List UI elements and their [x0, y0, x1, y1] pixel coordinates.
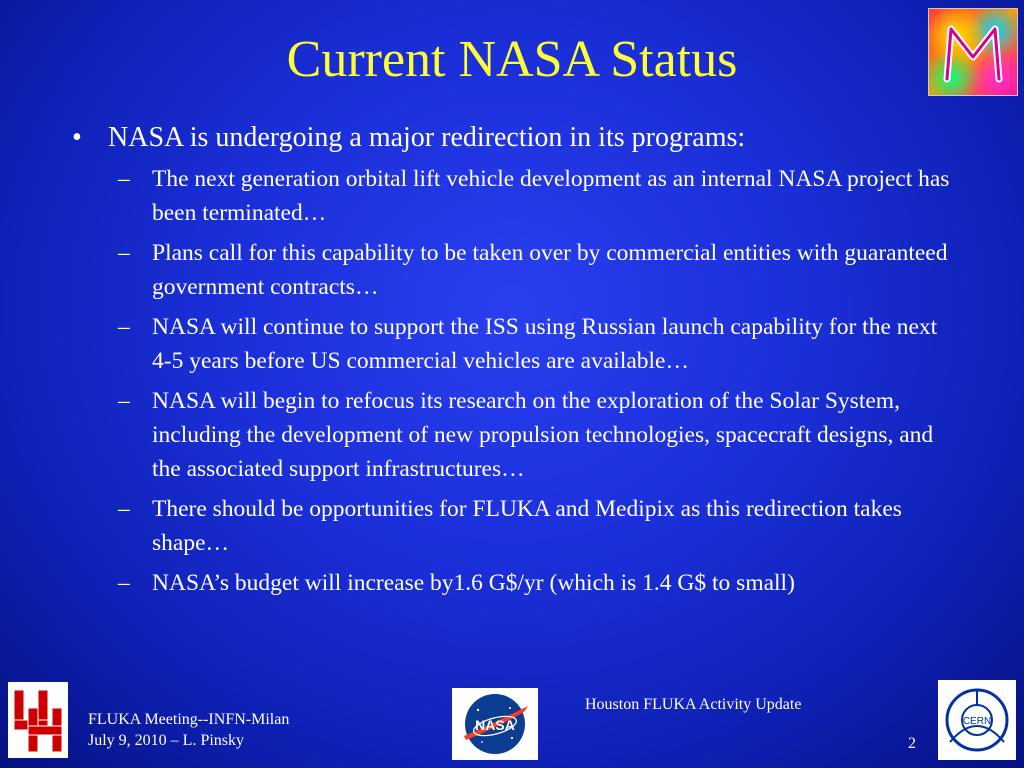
- sub-bullet-text: NASA’s budget will increase by1.6 G$/yr (which is 1.4 G$ to small): [152, 570, 795, 596]
- sub-bullet-text: The next generation orbital lift vehicle development as an internal NASA project has been terminated…: [152, 166, 950, 226]
- page-number: 2: [908, 735, 916, 752]
- sub-bullet-marker: –: [118, 388, 130, 414]
- sub-bullet: [118, 492, 952, 560]
- sub-bullet-text: There should be opportunities for FLUKA and Medipix as this redirection takes shape…: [152, 496, 902, 556]
- cern-wordmark: CERN: [962, 716, 992, 727]
- sub-bullet-text: NASA will continue to support the ISS using Russian launch capability for the next 4-5 years before US commercial vehicles are available…: [152, 314, 938, 374]
- sub-bullet-marker: –: [118, 166, 130, 192]
- sub-bullet: [118, 162, 952, 230]
- nasa-meatball-icon: [452, 688, 538, 760]
- uh-interlocked-icon: [8, 682, 68, 758]
- main-bullet-text: NASA is undergoing a major redirection in its programs:: [108, 122, 746, 153]
- footer-meeting-info: [88, 709, 289, 751]
- sub-bullet-marker: –: [118, 496, 130, 522]
- uh-logo: [8, 682, 68, 758]
- sub-bullet-marker: –: [118, 570, 130, 596]
- medipix-logo: [928, 8, 1018, 96]
- footer-date-author: July 9, 2010 – L. Pinsky: [88, 732, 245, 749]
- sub-bullet: [118, 236, 952, 304]
- sub-bullet: [118, 384, 952, 486]
- m-letter-icon: [929, 9, 1017, 95]
- sub-bullet: [118, 310, 952, 378]
- footer-meeting-name: FLUKA Meeting--INFN-Milan: [88, 711, 290, 728]
- sub-bullet-text: NASA will begin to refocus its research on the exploration of the Solar System, including the development of new propulsion technologies, spacecraft designs, and the associated support infrastructures…: [152, 388, 934, 482]
- sub-bullet-marker: –: [118, 314, 130, 340]
- sub-bullet-list: [118, 162, 952, 600]
- footer-presentation-title: Houston FLUKA Activity Update: [585, 696, 802, 713]
- slide-content: [72, 120, 952, 606]
- main-bullet: [72, 120, 952, 156]
- bullet-marker: •: [72, 122, 82, 153]
- sub-bullet-marker: –: [118, 240, 130, 266]
- sub-bullet: [118, 566, 952, 600]
- nasa-logo: [452, 688, 538, 760]
- cern-icon: [938, 680, 1016, 760]
- cern-logo: [938, 680, 1016, 760]
- nasa-wordmark: NASA: [475, 717, 515, 733]
- slide-title: Current NASA Status: [286, 31, 738, 88]
- sub-bullet-text: Plans call for this capability to be taken over by commercial entities with guaranteed government contracts…: [152, 240, 948, 300]
